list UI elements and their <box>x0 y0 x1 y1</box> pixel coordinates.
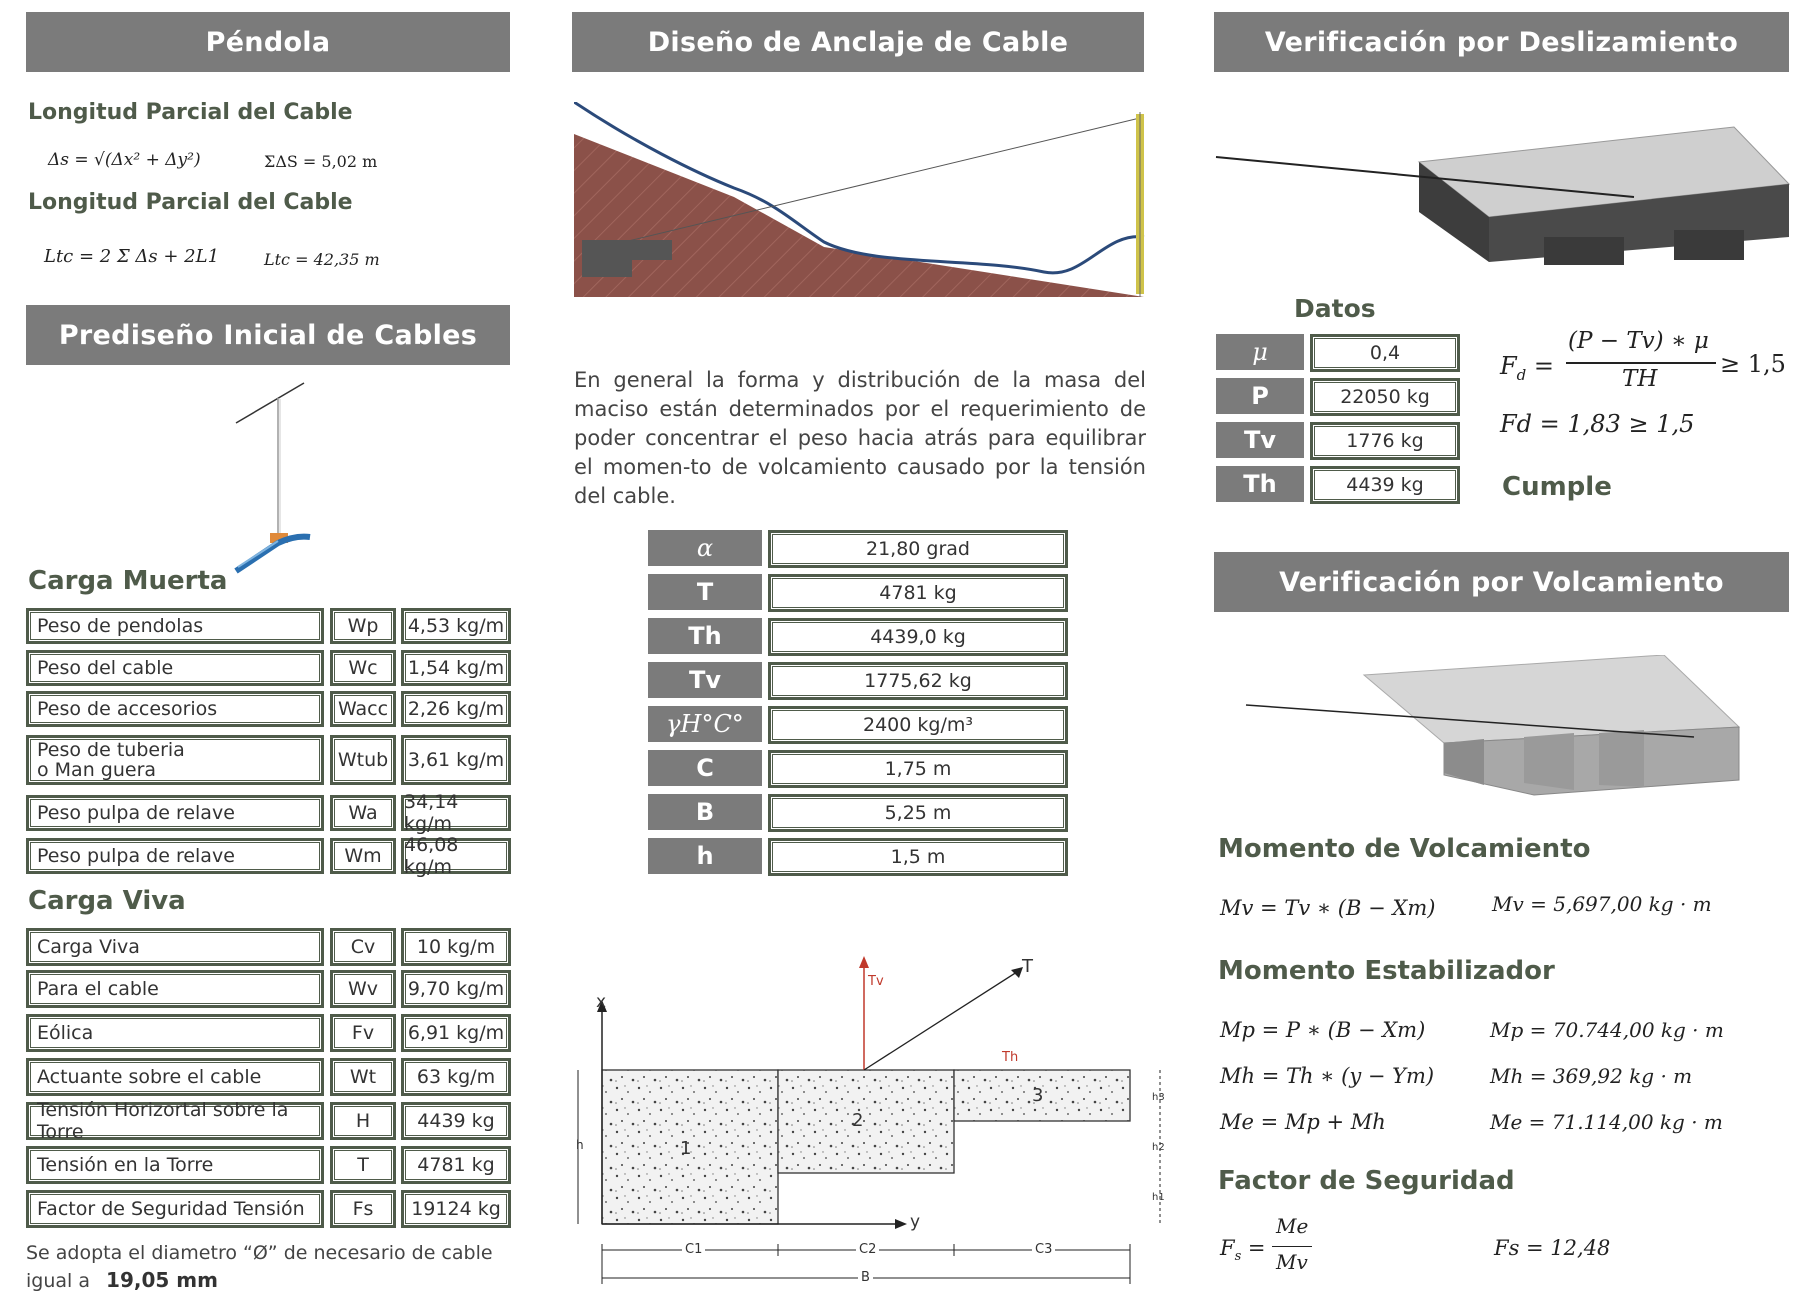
deslizamiento-title: Verificación por Deslizamiento <box>1264 26 1739 58</box>
formula-ds: Δs = √(Δx² + Δy²) <box>48 150 201 170</box>
anclaje-param-value: 4781 kg <box>768 574 1068 612</box>
prediseno-title: Prediseño Inicial de Cables <box>58 319 478 351</box>
carga-viva-symbol: H <box>330 1102 396 1140</box>
anclaje-banner <box>572 12 1144 72</box>
diagram-h2-label: h2 <box>1152 1142 1165 1153</box>
volcamiento-banner <box>1214 552 1789 612</box>
anclaje-param-label: Tv <box>648 662 762 698</box>
hanger-illustration <box>200 375 320 590</box>
carga-muerta-desc: Peso de pendolas <box>26 608 324 644</box>
factor-seguridad-title: Factor de Seguridad <box>1218 1166 1515 1196</box>
overturning-block-illustration <box>1244 655 1744 805</box>
anclaje-param-value: 1,75 m <box>768 750 1068 788</box>
carga-viva-value: 6,91 kg/m <box>401 1014 511 1052</box>
diagram-h-label: h <box>576 1138 584 1152</box>
carga-muerta-value: 46,08 kg/m <box>401 838 511 874</box>
fd-rhs: ≥ 1,5 <box>1720 350 1786 378</box>
datos-label: Tv <box>1216 422 1304 458</box>
pendola-title: Péndola <box>205 26 331 58</box>
carga-viva-symbol: Fv <box>330 1014 396 1052</box>
lpc-title-2: Longitud Parcial del Cable <box>28 190 353 215</box>
anclaje-param-label: B <box>648 794 762 830</box>
fs-numerator: Me <box>1276 1214 1309 1238</box>
carga-muerta-desc: Peso pulpa de relave <box>26 795 324 831</box>
carga-viva-desc: Factor de Seguridad Tensión <box>26 1190 324 1228</box>
fd-denominator: TH <box>1622 366 1658 392</box>
carga-viva-symbol: Wt <box>330 1058 396 1096</box>
note-line-1: Se adopta el diametro “Ø” de necesario de cable <box>26 1242 493 1264</box>
carga-viva-desc: Tensión Horizortal sobre la Torre <box>26 1102 324 1140</box>
carga-muerta-value: 3,61 kg/m <box>401 735 511 785</box>
datos-value: 22050 kg <box>1310 378 1460 416</box>
mv-formula: Mv = Tv ∗ (B − Xm) <box>1220 896 1436 920</box>
mp-formula: Mp = P ∗ (B − Xm) <box>1220 1018 1426 1042</box>
formula-ltc: Ltc = 2 Σ Δs + 2L1 <box>44 246 220 267</box>
fs-formula: $F_s$ = Me Mv <box>1220 1214 1340 1284</box>
carga-muerta-desc: Peso del cable <box>26 650 324 686</box>
ltc-value: Ltc = 42,35 m <box>264 250 380 269</box>
diagram-c2-label: C2 <box>856 1242 879 1257</box>
diagram-block-1: 1 <box>680 1138 692 1159</box>
carga-viva-value: 4439 kg <box>401 1102 511 1140</box>
fd-formula: $F_d$ = (P − Tv) ∗ μ TH ≥ 1,5 <box>1500 328 1786 392</box>
carga-viva-desc: Carga Viva <box>26 928 324 966</box>
prediseno-banner <box>26 305 510 365</box>
datos-label: P <box>1216 378 1304 414</box>
diagram-c3-label: C3 <box>1032 1242 1055 1257</box>
carga-viva-value: 9,70 kg/m <box>401 970 511 1008</box>
diagram-th-label: Th <box>1002 1050 1019 1065</box>
carga-viva-value: 4781 kg <box>401 1146 511 1184</box>
momento-volcamiento-title: Momento de Volcamiento <box>1218 834 1591 864</box>
carga-muerta-desc <box>26 735 324 785</box>
carga-muerta-symbol: Wacc <box>330 691 396 727</box>
datos-value: 0,4 <box>1310 334 1460 372</box>
anclaje-param-value: 5,25 m <box>768 794 1068 832</box>
anclaje-param-label: γH°C° <box>648 706 762 742</box>
carga-muerta-title: Carga Muerta <box>28 566 228 596</box>
sum-ds: ΣΔS = 5,02 m <box>264 152 378 171</box>
fd-result: Fd = 1,83 ≥ 1,5 <box>1500 410 1695 438</box>
carga-viva-desc: Tensión en la Torre <box>26 1146 324 1184</box>
anclaje-param-value: 1775,62 kg <box>768 662 1068 700</box>
me-value: Me = 71.114,00 kg · m <box>1490 1110 1723 1134</box>
deslizamiento-banner <box>1214 12 1789 72</box>
cable-profile-illustration <box>574 102 1154 297</box>
anclaje-param-value: 4439,0 kg <box>768 618 1068 656</box>
diagram-h3-label: h3 <box>1152 1092 1165 1103</box>
fs-value: Fs = 12,48 <box>1494 1236 1611 1260</box>
carga-viva-symbol: Cv <box>330 928 396 966</box>
anclaje-title: Diseño de Anclaje de Cable <box>647 26 1069 58</box>
momento-estabilizador-title: Momento Estabilizador <box>1218 956 1555 986</box>
fs-denominator: Mv <box>1276 1250 1308 1274</box>
anclaje-param-label: Th <box>648 618 762 654</box>
carga-muerta-value: 4,53 kg/m <box>401 608 511 644</box>
note-value: 19,05 mm <box>106 1268 218 1292</box>
carga-viva-desc: Actuante sobre el cable <box>26 1058 324 1096</box>
mh-value: Mh = 369,92 kg · m <box>1490 1064 1693 1088</box>
carga-viva-symbol: Wv <box>330 970 396 1008</box>
note-line-2 <box>26 1268 218 1292</box>
diagram-h1-label: h1 <box>1152 1192 1165 1203</box>
carga-viva-symbol: T <box>330 1146 396 1184</box>
carga-muerta-desc: Peso pulpa de relave <box>26 838 324 874</box>
fd-numerator: (P − Tv) ∗ μ <box>1568 328 1709 354</box>
diagram-block-3: 3 <box>1032 1085 1044 1106</box>
note-prefix: igual a <box>26 1270 90 1292</box>
anclaje-param-label: α <box>648 530 762 566</box>
carga-muerta-value: 34,14 kg/m <box>401 795 511 831</box>
datos-title: Datos <box>1294 294 1376 323</box>
carga-muerta-desc: Peso de accesorios <box>26 691 324 727</box>
lpc-title-1: Longitud Parcial del Cable <box>28 100 353 125</box>
carga-viva-value: 10 kg/m <box>401 928 511 966</box>
diagram-block-2: 2 <box>852 1110 864 1131</box>
cumple-label: Cumple <box>1502 472 1612 502</box>
diagram-t-label: T <box>1022 956 1033 977</box>
me-formula: Me = Mp + Mh <box>1220 1110 1386 1134</box>
datos-label: μ <box>1216 334 1304 370</box>
pendola-banner <box>26 12 510 72</box>
carga-muerta-desc-line: o Man guera <box>37 759 157 781</box>
diagram-x-axis: x <box>596 992 607 1012</box>
diagram-b-label: B <box>858 1270 873 1285</box>
carga-viva-desc: Eólica <box>26 1014 324 1052</box>
mv-value: Mv = 5,697,00 kg · m <box>1492 892 1712 916</box>
carga-viva-value: 19124 kg <box>401 1190 511 1228</box>
datos-label: Th <box>1216 466 1304 502</box>
anclaje-param-label: T <box>648 574 762 610</box>
diagram-c1-label: C1 <box>682 1242 705 1257</box>
anclaje-param-label: h <box>648 838 762 874</box>
sliding-block-illustration <box>1214 112 1794 292</box>
carga-muerta-desc-line: Peso de tuberia <box>37 739 185 761</box>
datos-value: 1776 kg <box>1310 422 1460 460</box>
carga-muerta-symbol: Wtub <box>330 735 396 785</box>
anclaje-param-value: 1,5 m <box>768 838 1068 876</box>
carga-viva-value: 63 kg/m <box>401 1058 511 1096</box>
anclaje-param-value: 21,80 grad <box>768 530 1068 568</box>
carga-viva-desc: Para el cable <box>26 970 324 1008</box>
mh-formula: Mh = Th ∗ (y − Ym) <box>1220 1064 1435 1088</box>
carga-muerta-symbol: Wc <box>330 650 396 686</box>
anclaje-param-label: C <box>648 750 762 786</box>
carga-viva-symbol: Fs <box>330 1190 396 1228</box>
carga-muerta-symbol: Wp <box>330 608 396 644</box>
mp-value: Mp = 70.744,00 kg · m <box>1490 1018 1724 1042</box>
volcamiento-title: Verificación por Volcamiento <box>1279 566 1724 598</box>
anclaje-paragraph: En general la forma y distribución de la masa del maciso están determinados por el requerimiento de poder concentrar el peso hacia atrás para equilibrar el momen-to de volcamiento causado por la tensión del cable. <box>574 368 1146 508</box>
diagram-tv-label: Tv <box>868 974 884 989</box>
carga-muerta-symbol: Wm <box>330 838 396 874</box>
carga-viva-title: Carga Viva <box>28 886 186 916</box>
carga-muerta-symbol: Wa <box>330 795 396 831</box>
carga-muerta-value: 1,54 kg/m <box>401 650 511 686</box>
carga-muerta-value: 2,26 kg/m <box>401 691 511 727</box>
anclaje-param-value: 2400 kg/m³ <box>768 706 1068 744</box>
datos-value: 4439 kg <box>1310 466 1460 504</box>
diagram-y-axis: y <box>910 1212 921 1232</box>
anchor-block-diagram <box>570 952 1165 1292</box>
